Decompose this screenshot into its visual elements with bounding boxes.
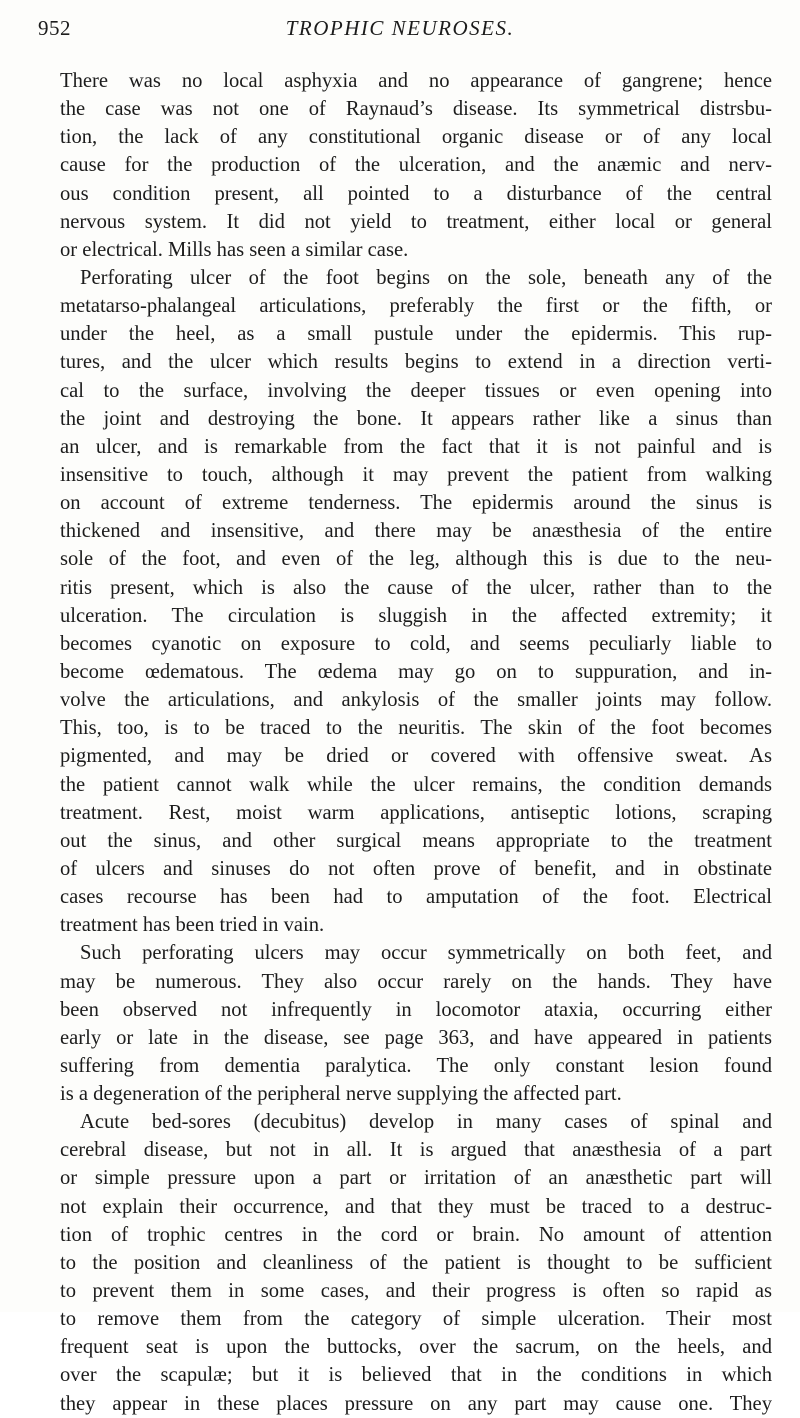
text-line: of ulcers and sinuses do not often prove of benefit, and in obstinate: [60, 857, 772, 880]
running-head: [38, 16, 762, 42]
text-line: the joint and destroying the bone. It appears rather like a sinus than: [60, 407, 772, 430]
paragraph: [60, 939, 772, 1108]
text-line: volve the articulations, and ankylosis of the smaller joints may follow.: [60, 689, 772, 712]
text-line: ritis present, which is also the cause of the ulcer, rather than to the: [60, 576, 772, 599]
text-line: or simple pressure upon a part or irritation of an anæsthetic part will: [60, 1167, 772, 1190]
text-line: insensitive to touch, although it may prevent the patient from walking: [60, 463, 772, 486]
text-line: Acute bed-sores (decubitus) develop in many cases of spinal and: [80, 1111, 772, 1134]
text-line: nervous system. It did not yield to treatment, either local or general: [60, 210, 772, 233]
text-line: treatment. Rest, moist warm applications, antiseptic lotions, scraping: [60, 801, 772, 824]
text-line: ulceration. The circulation is sluggish in the affected extremity; it: [60, 604, 772, 627]
text-line: an ulcer, and is remarkable from the fact that it is not painful and is: [60, 435, 772, 458]
text-line: Perforating ulcer of the foot begins on the sole, beneath any of the: [80, 266, 772, 289]
text-line: over the scapulæ; but it is believed that in the conditions in which: [60, 1364, 772, 1387]
text-line: becomes cyanotic on exposure to cold, and seems peculiarly liable to: [60, 632, 772, 655]
text-line: to the position and cleanliness of the patient is thought to be sufficient: [60, 1251, 772, 1274]
text-line: the case was not one of Raynaud’s disease. Its symmetrical distrsbu-: [60, 98, 772, 121]
text-line: cause for the production of the ulceration, and the anæmic and nerv-: [60, 154, 772, 177]
text-line: tion of trophic centres in the cord or brain. No amount of attention: [60, 1223, 772, 1246]
text-line: cal to the surface, involving the deeper tissues or even opening into: [60, 379, 772, 402]
text-line: the patient cannot walk while the ulcer remains, the condition demands: [60, 773, 772, 796]
text-line: on account of extreme tenderness. The epidermis around the sinus is: [60, 492, 772, 515]
running-title: TROPHIC NEUROSES.: [285, 16, 515, 40]
text-line: tures, and the ulcer which results begins to extend in a direction verti-: [60, 351, 772, 374]
page-number: 952: [38, 16, 71, 40]
text-line: cases recourse has been had to amputation of the foot. Electrical: [60, 886, 772, 909]
paragraph: [60, 67, 772, 264]
text-line: they appear in these places pressure on any part may cause one. They: [60, 1392, 772, 1415]
text-line: become œdematous. The œdema may go on to suppuration, and in-: [60, 660, 772, 683]
text-line: sole of the foot, and even of the leg, although this is due to the neu-: [60, 548, 772, 571]
text-line: Such perforating ulcers may occur symmetrically on both feet, and: [80, 942, 772, 965]
text-line: to prevent them in some cases, and their progress is often so rapid as: [60, 1280, 772, 1303]
text-line: treatment has been tried in vain.: [60, 914, 325, 937]
text-line: may be numerous. They also occur rarely on the hands. They have: [60, 970, 772, 993]
text-line: early or late in the disease, see page 363, and have appeared in patients: [60, 1026, 772, 1049]
text-line: cerebral disease, but not in all. It is argued that anæsthesia of a part: [60, 1139, 772, 1162]
text-line: frequent seat is upon the buttocks, over the sacrum, on the heels, and: [60, 1336, 772, 1359]
text-line: is a degeneration of the peripheral nerve supplying the affected part.: [60, 1083, 622, 1106]
text-line: thickened and insensitive, and there may be anæsthesia of the entire: [60, 520, 772, 543]
text-line: out the sinus, and other surgical means appropriate to the treatment: [60, 829, 772, 852]
text-line: been observed not infrequently in locomotor ataxia, occurring either: [60, 998, 772, 1021]
text-line: not explain their occurrence, and that they must be traced to a destruc-: [60, 1195, 772, 1218]
text-line: to remove them from the category of simple ulceration. Their most: [60, 1308, 772, 1331]
text-line: metatarso-phalangeal articulations, preferably the first or the fifth, or: [60, 295, 772, 318]
text-line: suffering from dementia paralytica. The only constant lesion found: [60, 1054, 772, 1077]
text-line: under the heel, as a small pustule under the epidermis. This rup-: [60, 323, 772, 346]
text-line: tion, the lack of any constitutional organic disease or of any local: [60, 126, 772, 149]
text-line: or electrical. Mills has seen a similar case.: [60, 238, 409, 261]
text-line: This, too, is to be traced to the neuritis. The skin of the foot becomes: [60, 717, 772, 740]
body-text: [60, 67, 772, 1418]
paragraph: [60, 264, 772, 939]
paragraph: [60, 1108, 772, 1418]
text-line: pigmented, and may be dried or covered with offensive sweat. As: [60, 745, 772, 768]
text-line: ous condition present, all pointed to a disturbance of the central: [60, 182, 772, 205]
text-line: There was no local asphyxia and no appearance of gangrene; hence: [60, 70, 772, 92]
